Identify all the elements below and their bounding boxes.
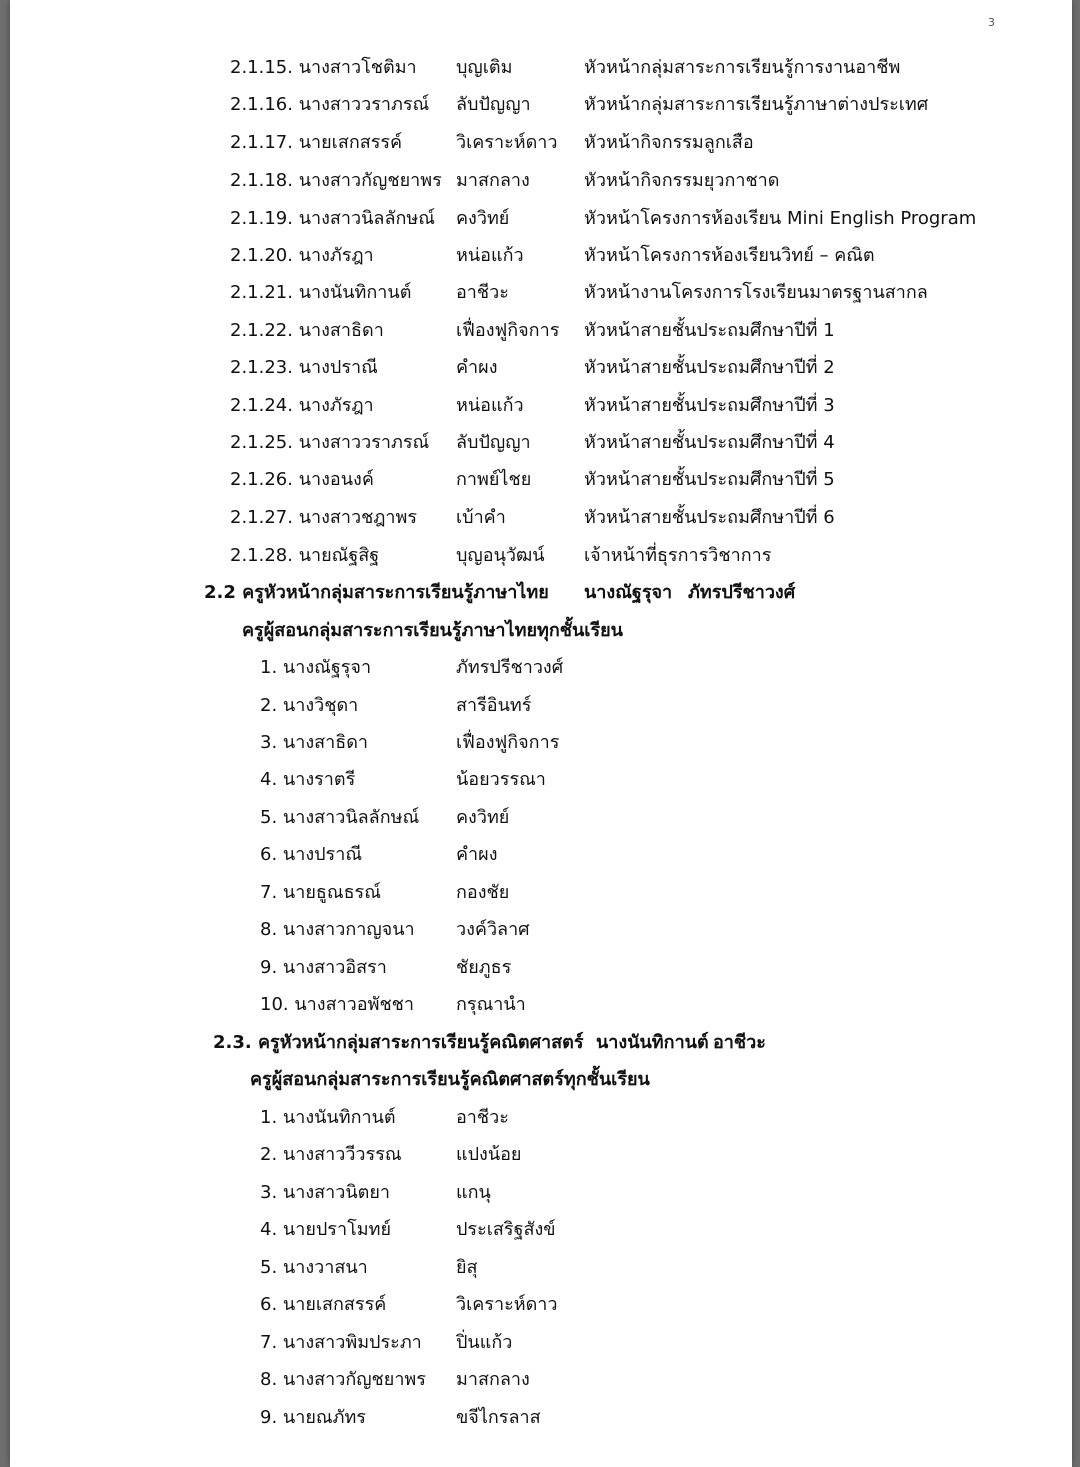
member-name: 1. นางณัฐรุจา: [260, 657, 372, 678]
member-name: 3. นางสาวนิตยา: [260, 1182, 390, 1203]
section-subheading: [10, 1065, 1072, 1095]
item-role: หัวหน้าสายชั้นประถมศึกษาปีที่ 2: [584, 357, 835, 378]
head-teacher-surname: อาชีวะ: [713, 1032, 766, 1053]
list-item: [10, 1253, 1072, 1283]
list-item: [10, 1290, 1072, 1320]
item-number: 2.1.25. นางสาววราภรณ์: [230, 432, 430, 453]
member-surname: มาสกลาง: [456, 1369, 530, 1390]
list-item: [10, 1140, 1072, 1170]
member-surname: ปิ่นแก้ว: [456, 1332, 513, 1353]
item-role: หัวหน้าสายชั้นประถมศึกษาปีที่ 3: [584, 395, 835, 416]
item-role: หัวหน้ากิจกรรมยุวกาชาด: [584, 170, 780, 191]
member-surname: ยิสุ: [456, 1257, 478, 1278]
member-surname: คงวิทย์: [456, 807, 510, 828]
list-item: [10, 541, 1072, 571]
item-role: หัวหน้าสายชั้นประถมศึกษาปีที่ 5: [584, 469, 835, 490]
item-surname: เบ้าคำ: [456, 507, 506, 528]
item-surname: มาสกลาง: [456, 170, 530, 191]
member-name: 7. นางสาวพิมประภา: [260, 1332, 422, 1353]
list-item: [10, 316, 1072, 346]
list-item: [10, 241, 1072, 271]
document-page: [10, 0, 1072, 1467]
list-item: [10, 803, 1072, 833]
member-surname: แปงน้อย: [456, 1144, 522, 1165]
item-number: 2.1.27. นางสาวชฎาพร: [230, 507, 418, 528]
item-surname: วิเคราะห์ดาว: [456, 132, 558, 153]
item-surname: ลับปัญญา: [456, 432, 531, 453]
list-item: [10, 53, 1072, 83]
member-surname: เฟื่องฟูกิจการ: [456, 732, 560, 753]
item-role: หัวหน้าสายชั้นประถมศึกษาปีที่ 4: [584, 432, 835, 453]
member-name: 5. นางวาสนา: [260, 1257, 368, 1278]
item-role: หัวหน้าสายชั้นประถมศึกษาปีที่ 6: [584, 507, 835, 528]
item-role: หัวหน้าสายชั้นประถมศึกษาปีที่ 1: [584, 320, 835, 341]
section-heading-2-3: [10, 1028, 1072, 1058]
member-surname: ขจีไกรลาส: [456, 1407, 541, 1428]
item-role: หัวหน้ากลุ่มสาระการเรียนรู้ภาษาต่างประเทศ: [584, 94, 929, 115]
member-name: 3. นางสาธิดา: [260, 732, 368, 753]
member-name: 4. นายปราโมทย์: [260, 1219, 392, 1240]
member-surname: น้อยวรรณา: [456, 769, 546, 790]
item-number: 2.1.26. นางอนงค์: [230, 469, 374, 490]
member-surname: กรุณานำ: [456, 994, 526, 1015]
member-name: 6. นางปราณี: [260, 844, 363, 865]
item-role: หัวหน้ากิจกรรมลูกเสือ: [584, 132, 754, 153]
member-surname: ภัทรปรีชาวงศ์: [456, 657, 564, 678]
list-item: [10, 128, 1072, 158]
section-heading-2-2: [10, 578, 1072, 608]
list-item: [10, 428, 1072, 458]
item-role: หัวหน้าโครงการห้องเรียนวิทย์ – คณิต: [584, 245, 875, 266]
list-item: [10, 990, 1072, 1020]
list-item: [10, 1215, 1072, 1245]
list-item: [10, 1403, 1072, 1433]
member-surname: ประเสริฐสังข์: [456, 1219, 556, 1240]
item-number: 2.1.18. นางสาวกัญชยาพร: [230, 170, 442, 191]
member-surname: วิเคราะห์ดาว: [456, 1294, 558, 1315]
list-item: [10, 204, 1072, 234]
item-number: 2.1.21. นางนันทิกานต์: [230, 282, 412, 303]
item-role: หัวหน้ากลุ่มสาระการเรียนรู้การงานอาชีพ: [584, 57, 901, 78]
member-name: 9. นางสาวอิสรา: [260, 957, 387, 978]
item-role: หัวหน้างานโครงการโรงเรียนมาตรฐานสากล: [584, 282, 928, 303]
head-teacher-name: นางณัฐรุจา: [584, 582, 673, 603]
list-item: [10, 166, 1072, 196]
item-number: 2.1.24. นางภัรฎา: [230, 395, 374, 416]
member-name: 10. นางสาวอพัชชา: [260, 994, 414, 1015]
item-number: 2.1.22. นางสาธิดา: [230, 320, 384, 341]
list-item: [10, 391, 1072, 421]
list-item: [10, 1328, 1072, 1358]
list-item: [10, 765, 1072, 795]
member-surname: แกนุ: [456, 1182, 491, 1203]
member-name: 9. นายณภัทร: [260, 1407, 366, 1428]
item-role: หัวหน้าโครงการห้องเรียน Mini English Program: [584, 208, 977, 229]
member-name: 4. นางราตรี: [260, 769, 356, 790]
member-surname: กองชัย: [456, 882, 510, 903]
item-number: 2.1.20. นางภัรฎา: [230, 245, 374, 266]
list-item: [10, 878, 1072, 908]
list-item: [10, 1365, 1072, 1395]
item-number: 2.1.19. นางสาวนิลลักษณ์: [230, 208, 435, 229]
list-item: [10, 353, 1072, 383]
member-surname: อาชีวะ: [456, 1107, 509, 1128]
item-surname: ลับปัญญา: [456, 94, 531, 115]
item-surname: บุญอนุวัฒน์: [456, 545, 545, 566]
list-item: [10, 465, 1072, 495]
member-surname: คำผง: [456, 844, 498, 865]
member-name: 2. นางสาววีวรรณ: [260, 1144, 402, 1165]
list-item: [10, 915, 1072, 945]
list-item: [10, 90, 1072, 120]
item-surname: บุญเติม: [456, 57, 513, 78]
section-title: 2.3. ครูหัวหน้ากลุ่มสาระการเรียนรู้คณิตศาสตร์: [213, 1032, 584, 1053]
list-item: [10, 728, 1072, 758]
item-surname: หน่อแก้ว: [456, 395, 524, 416]
list-item: [10, 1103, 1072, 1133]
member-name: 1. นางนันทิกานต์: [260, 1107, 396, 1128]
item-number: 2.1.28. นายณัฐสิฐ: [230, 545, 380, 566]
member-name: 2. นางวิชุดา: [260, 695, 359, 716]
item-role: เจ้าหน้าที่ธุรการวิชาการ: [584, 545, 772, 566]
list-item: [10, 691, 1072, 721]
item-surname: เฟื่องฟูกิจการ: [456, 320, 560, 341]
head-teacher-surname: ภัทรปรีชาวงศ์: [688, 582, 796, 603]
item-surname: คงวิทย์: [456, 208, 510, 229]
subheading-text: ครูผู้สอนกลุ่มสาระการเรียนรู้คณิตศาสตร์ทุกชั้นเรียน: [250, 1069, 650, 1090]
item-surname: หน่อแก้ว: [456, 245, 524, 266]
member-name: 6. นายเสกสรรค์: [260, 1294, 387, 1315]
list-item: [10, 503, 1072, 533]
member-name: 7. นายธูณธรณ์: [260, 882, 381, 903]
list-item: [10, 1178, 1072, 1208]
item-number: 2.1.17. นายเสกสรรค์: [230, 132, 403, 153]
member-name: 5. นางสาวนิลลักษณ์: [260, 807, 420, 828]
page-number: 3: [988, 16, 995, 29]
list-item: [10, 653, 1072, 683]
item-surname: คำผง: [456, 357, 498, 378]
head-teacher-name: นางนันทิกานต์: [596, 1032, 709, 1053]
item-surname: กาพย์ไชย: [456, 469, 532, 490]
item-number: 2.1.23. นางปราณี: [230, 357, 378, 378]
section-title: 2.2 ครูหัวหน้ากลุ่มสาระการเรียนรู้ภาษาไทย: [204, 582, 549, 603]
list-item: [10, 278, 1072, 308]
section-subheading: [10, 616, 1072, 646]
member-surname: สารีอินทร์: [456, 695, 532, 716]
item-number: 2.1.15. นางสาวโชติมา: [230, 57, 417, 78]
subheading-text: ครูผู้สอนกลุ่มสาระการเรียนรู้ภาษาไทยทุกชั้นเรียน: [242, 620, 623, 641]
item-number: 2.1.16. นางสาววราภรณ์: [230, 94, 430, 115]
member-surname: วงค์วิลาศ: [456, 919, 530, 940]
list-item: [10, 953, 1072, 983]
item-surname: อาชีวะ: [456, 282, 509, 303]
member-name: 8. นางสาวกัญชยาพร: [260, 1369, 426, 1390]
list-item: [10, 840, 1072, 870]
member-surname: ชัยภูธร: [456, 957, 512, 978]
member-name: 8. นางสาวกาญจนา: [260, 919, 415, 940]
